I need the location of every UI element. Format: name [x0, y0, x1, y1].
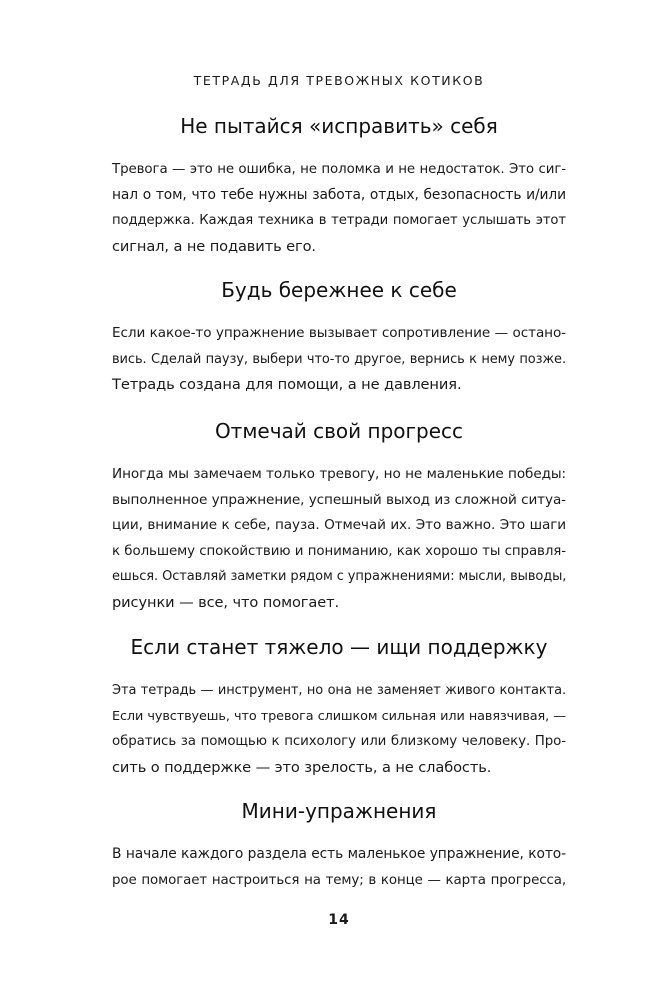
- paragraph-line: Тревога — это не ошибка, не поломка и не недостаток. Это сиг-: [112, 162, 566, 177]
- paragraph-line: Если какое-то упражнение вызывает сопротивление — остано-: [112, 325, 566, 341]
- section-paragraph: [112, 842, 566, 893]
- paragraph-line: ции, внимание к себе, пауза. Отмечай их. Это важно. Это шаги: [112, 517, 566, 534]
- paragraph-line: выполненное упражнение, успешный выход из сложной ситуа-: [112, 491, 566, 508]
- section-be-kind: [112, 277, 566, 398]
- paragraph-line: ешься. Оставляй заметки рядом с упражнениями: мысли, выводы,: [112, 569, 567, 585]
- section-track-progress: [112, 418, 566, 616]
- paragraph-line: Иногда мы замечаем только тревогу, но не маленькие победы:: [112, 466, 566, 482]
- section-heading: Будь бережнее к себе: [221, 278, 457, 302]
- paragraph-line: рисунки — все, что помогает.: [112, 593, 340, 611]
- section-mini-exercises: [112, 798, 566, 893]
- running-head: ТЕТРАДЬ ДЛЯ ТРЕВОЖНЫХ КОТИКОВ: [193, 73, 485, 88]
- section-heading: Если станет тяжело — ищи поддержку: [130, 635, 548, 659]
- paragraph-line: поддержка. Каждая техника в тетради помогает услышать этот: [112, 213, 566, 229]
- paragraph-line: нал о том, что тебе нужны забота, отдых, безопасность и/или: [112, 186, 566, 203]
- section-paragraph: [112, 462, 566, 616]
- section-paragraph: [112, 157, 566, 259]
- paragraph-line: сигнал, а не подавить его.: [112, 237, 316, 255]
- section-paragraph: [112, 321, 566, 398]
- section-heading: Отмечай свой прогресс: [214, 419, 464, 443]
- section-paragraph: [112, 678, 566, 780]
- paragraph-line: вись. Сделай паузу, выбери что-то другое, вернись к нему позже.: [112, 351, 566, 367]
- paragraph-line: к большему спокойствию и пониманию, как хорошо ты справля-: [112, 543, 566, 559]
- section-heading: Мини-упражнения: [241, 799, 437, 823]
- paragraph-line: сить о поддержке — это зрелость, а не слабость.: [112, 758, 492, 776]
- paragraph-line: В начале каждого раздела есть маленькое упражнение, кото-: [112, 846, 566, 862]
- section-seek-support: [112, 634, 566, 780]
- section-dont-fix-yourself: [112, 113, 566, 259]
- paragraph-line: Тетрадь создана для помощи, а не давления.: [112, 376, 462, 394]
- paragraph-line: обратись за помощью к психологу или близкому человеку. Про-: [112, 734, 566, 750]
- book-page: [112, 0, 566, 1000]
- paragraph-line: Эта тетрадь — инструмент, но она не заменяет живого контакта.: [112, 683, 566, 698]
- page-number: 14: [328, 912, 350, 928]
- section-heading: Не пытайся «исправить» себя: [180, 114, 498, 138]
- paragraph-line: рое помогает настроиться на тему; в конце — карта прогресса,: [112, 872, 566, 888]
- paragraph-line: Если чувствуешь, что тревога слишком сильная или навязчивая, —: [112, 708, 566, 724]
